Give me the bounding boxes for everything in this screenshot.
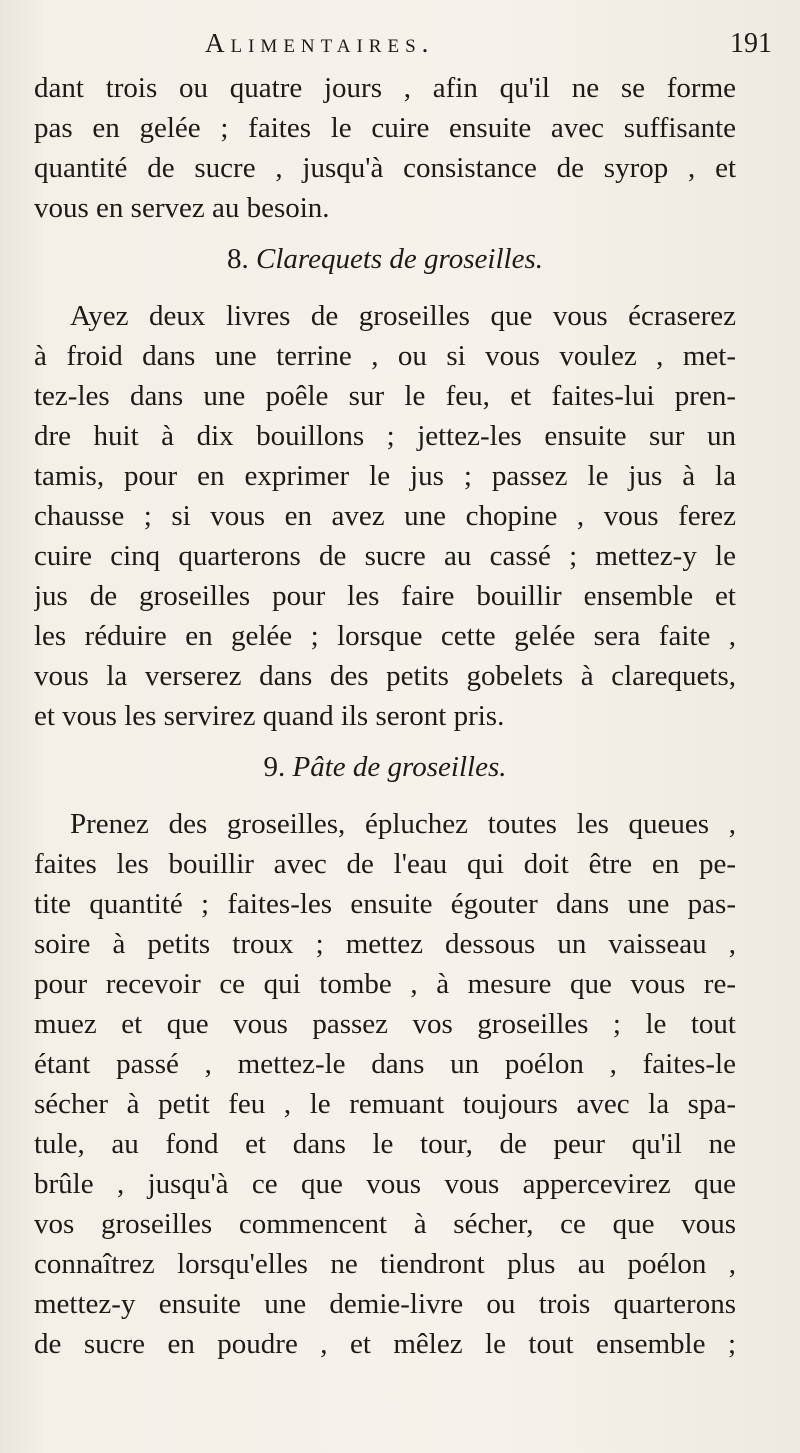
text-line: jus de groseilles pour les faire bouillir ensemble et (34, 580, 736, 612)
text-line: et vous les servirez quand ils seront pris. (34, 700, 505, 732)
text-line: tite quantité ; faites-les ensuite égouter dans une pas- (34, 888, 736, 920)
text-line: les réduire en gelée ; lorsque cette gelée sera faite , (34, 620, 736, 652)
text-line: muez et que vous passez vos groseilles ; le tout (34, 1008, 736, 1040)
page-number: 191 (730, 28, 772, 59)
text-line: vos groseilles commencent à sécher, ce que vous (34, 1208, 736, 1240)
text-line: tamis, pour en exprimer le jus ; passez le jus à la (34, 460, 736, 492)
text-line: cuire cinq quarterons de sucre au cassé ; mettez-y le (34, 540, 736, 572)
text-line: dant trois ou quatre jours , afin qu'il ne se forme (34, 72, 736, 104)
text-line: sécher à petit feu , le remuant toujours avec la spa- (34, 1088, 736, 1120)
text-line: connaîtrez lorsqu'elles ne tiendront plus au poélon , (34, 1248, 736, 1280)
text-line: étant passé , mettez-le dans un poélon , faites-le (34, 1048, 736, 1080)
text-line: pour recevoir ce qui tombe , à mesure que vous re- (34, 968, 736, 1000)
text-line: Ayez deux livres de groseilles que vous écraserez (70, 300, 736, 332)
body-text (34, 68, 736, 1364)
text-line: quantité de sucre , jusqu'à consistance de syrop , et (34, 152, 736, 184)
section-paragraph-8 (34, 296, 736, 736)
text-line: vous la verserez dans des petits gobelets à clarequets, (34, 660, 736, 692)
text-line: tez-les dans une poêle sur le feu, et faites-lui pren- (34, 380, 736, 412)
text-line: Prenez des groseilles, épluchez toutes les queues , (70, 808, 736, 840)
section-title: Clarequets de groseilles. (255, 243, 543, 275)
running-title: Alimentaires. (205, 28, 435, 58)
section-number: 8. (226, 243, 249, 275)
text-line: de sucre en poudre , et mêlez le tout ensemble ; (34, 1328, 736, 1360)
text-line: mettez-y ensuite une demie-livre ou trois quarterons (34, 1288, 736, 1320)
section-title: Pâte de groseilles. (292, 751, 507, 783)
text-line: chausse ; si vous en avez une chopine , vous ferez (34, 500, 736, 532)
section-heading-8 (34, 230, 736, 288)
text-line: pas en gelée ; faites le cuire ensuite avec suffisante (34, 112, 736, 144)
continuation-paragraph (34, 68, 736, 228)
section-heading-9 (34, 738, 736, 796)
text-line: soire à petits troux ; mettez dessous un vaisseau , (34, 928, 736, 960)
running-head (0, 28, 800, 68)
section-paragraph-9 (34, 804, 736, 1364)
text-line: dre huit à dix bouillons ; jettez-les ensuite sur un (34, 420, 736, 452)
text-line: brûle , jusqu'à ce que vous vous appercevirez que (34, 1168, 736, 1200)
section-number: 9. (263, 751, 286, 783)
text-line: faites les bouillir avec de l'eau qui doit être en pe- (34, 848, 736, 880)
text-line: vous en servez au besoin. (34, 192, 330, 224)
text-line: tule, au fond et dans le tour, de peur qu'il ne (34, 1128, 736, 1160)
text-line: à froid dans une terrine , ou si vous voulez , met- (34, 340, 736, 372)
